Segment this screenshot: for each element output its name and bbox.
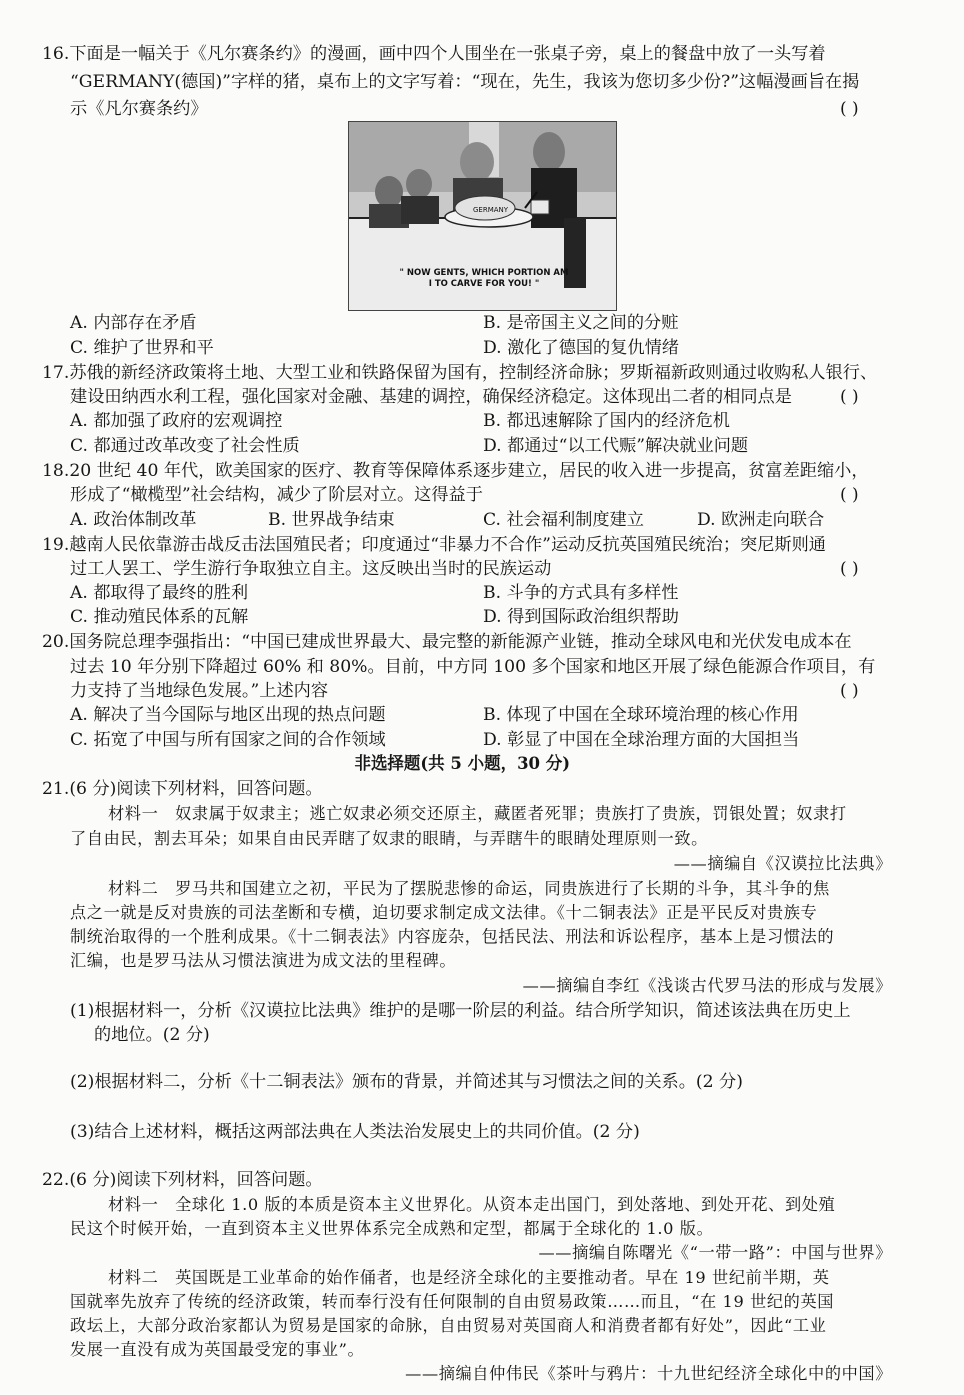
q22-material2-line1: 材料二 英国既是工业革命的始作俑者，也是经济全球化的主要推动者。早在 19 世纪前半期，英 <box>108 1268 830 1287</box>
q21-material1-line1: 材料一 奴隶属于奴隶主；逃亡奴隶必须交还原主，藏匿者死罪；贵族打了贵族，罚银处置；奴隶打 <box>108 804 847 823</box>
q18-option-d[interactable]: D. 欧洲走向联合 <box>697 510 825 530</box>
q22-material2-line4: 发展一直没有成为英国最受宠的事业”。 <box>70 1340 365 1359</box>
q16-option-d[interactable]: D. 激化了德国的复仇情绪 <box>483 338 679 358</box>
q20-option-d[interactable]: D. 彰显了中国在全球治理方面的大国担当 <box>483 730 800 750</box>
q16-option-c[interactable]: C. 维护了世界和平 <box>70 338 214 358</box>
cartoon-caption-line2: I TO CARVE FOR YOU! " <box>428 279 540 289</box>
q22-material1-line1: 材料一 全球化 1.0 版的本质是资本主义世界化。从资本走出国门，到处落地、到处开花、到处殖 <box>108 1195 836 1214</box>
cartoon-caption-line1: " NOW GENTS, WHICH PORTION AM <box>399 268 569 278</box>
q21-sub1-line2: 的地位。(2 分) <box>94 1025 210 1045</box>
q17-line1: 17.苏俄的新经济政策将土地、大型工业和铁路保留为国有，控制经济命脉；罗斯福新政则通过收购私人银行、 <box>42 363 878 383</box>
q17-option-c[interactable]: C. 都通过改革改变了社会性质 <box>70 436 300 456</box>
q22-head: 22.(6 分)阅读下列材料，回答问题。 <box>42 1170 323 1190</box>
q21-sub1-line1: (1)根据材料一，分析《汉谟拉比法典》维护的是哪一阶层的利益。结合所学知识，简述该法典在历史上 <box>70 1001 851 1021</box>
q17-option-b[interactable]: B. 都迅速解除了国内的经济危机 <box>483 411 730 431</box>
q18-option-c[interactable]: C. 社会福利制度建立 <box>483 510 644 530</box>
q22-material2-line3: 政坛上，大部分政治家都认为贸易是国家的命脉，自由贸易对英国商人和消费者都有好处”，因此“工业 <box>70 1316 827 1335</box>
q16-line2: “GERMANY(德国)”字样的猪，桌布上的文字写着：“现在，先生，我该为您切多少份?”这幅漫画旨在揭 <box>70 72 860 92</box>
q18-option-b[interactable]: B. 世界战争结束 <box>268 510 395 530</box>
q18-line1: 18.20 世纪 40 年代，欧美国家的医疗、教育等保障体系逐步建立，居民的收入进一步提高，贫富差距缩小， <box>42 461 869 481</box>
q18-option-a[interactable]: A. 政治体制改革 <box>70 510 197 530</box>
q22-material1-source: ——摘编自陈曙光《“一带一路”：中国与世界》 <box>538 1243 892 1262</box>
q17-answer-bracket: ( ) <box>840 387 859 407</box>
q20-line1: 20.国务院总理李强指出：“中国已建成世界最大、最完整的新能源产业链，推动全球风电和光伏发电成本在 <box>42 632 852 652</box>
q20-line2: 过去 10 年分别下降超过 60% 和 80%。目前，中方同 100 多个国家和地区开展了绿色能源合作项目，有 <box>70 657 876 677</box>
q22-material2-line2: 国就率先放弃了传统的经济政策，转而奉行没有任何限制的自由贸易政策……而且，“在 19 世纪的英国 <box>70 1292 835 1311</box>
q21-material1-line2: 了自由民，割去耳朵；如果自由民弄瞎了奴隶的眼睛，与弄瞎牛的眼睛处理原则一致。 <box>70 829 708 848</box>
q20-option-c[interactable]: C. 拓宽了中国与所有国家之间的合作领域 <box>70 730 386 750</box>
q22-material1-line2: 民这个时候开始，一直到资本主义世界体系完全成熟和定型，都属于全球化的 1.0 版。 <box>70 1219 714 1238</box>
q16-option-a[interactable]: A. 内部存在矛盾 <box>70 313 197 333</box>
q19-line2: 过工人罢工、学生游行争取独立自主。这反映出当时的民族运动 <box>70 559 552 579</box>
q19-option-a[interactable]: A. 都取得了最终的胜利 <box>70 583 249 603</box>
q21-sub3: (3)结合上述材料，概括这两部法典在人类法治发展史上的共同价值。(2 分) <box>70 1122 640 1142</box>
q20-option-b[interactable]: B. 体现了中国在全球环境治理的核心作用 <box>483 705 799 725</box>
q16-option-b[interactable]: B. 是帝国主义之间的分赃 <box>483 313 679 333</box>
q21-material2-source: ——摘编自李红《浅谈古代罗马法的形成与发展》 <box>522 976 892 995</box>
q19-answer-bracket: ( ) <box>840 559 859 579</box>
q18-answer-bracket: ( ) <box>840 485 859 505</box>
q17-line2: 建设田纳西水利工程，强化国家对金融、基建的调控，确保经济稳定。这体现出二者的相同点是 <box>70 387 792 407</box>
q21-material2-line2: 点之一就是反对贵族的司法垄断和专横，迫切要求制定成文法律。《十二铜表法》正是平民反对贵族专 <box>70 903 818 922</box>
q20-line3: 力支持了当地绿色发展。”上述内容 <box>70 681 329 701</box>
q17-option-a[interactable]: A. 都加强了政府的宏观调控 <box>70 411 283 431</box>
cartoon-caption <box>389 268 579 290</box>
q21-sub2: (2)根据材料二，分析《十二铜表法》颁布的背景，并简述其与习惯法之间的关系。(2 分) <box>70 1072 743 1092</box>
q20-option-a[interactable]: A. 解决了当今国际与地区出现的热点问题 <box>70 705 386 725</box>
q21-head: 21.(6 分)阅读下列材料，回答问题。 <box>42 779 323 799</box>
pig-label: GERMANY <box>473 206 509 214</box>
q21-material1-source: ——摘编自《汉谟拉比法典》 <box>673 854 892 873</box>
q17-option-d[interactable]: D. 都通过“以工代赈”解决就业问题 <box>483 436 749 456</box>
q21-material2-line4: 汇编，也是罗马法从习惯法演进为成文法的里程碑。 <box>70 951 457 970</box>
q19-option-d[interactable]: D. 得到国际政治组织帮助 <box>483 607 679 627</box>
q21-material2-line3: 制统治取得的一个胜利成果。《十二铜表法》内容庞杂，包括民法、刑法和诉讼程序，基本上是习惯法的 <box>70 927 835 946</box>
q18-line2: 形成了“橄榄型”社会结构，减少了阶层对立。这得益于 <box>70 485 483 505</box>
q20-answer-bracket: ( ) <box>840 681 859 701</box>
q21-material2-line1: 材料二 罗马共和国建立之初，平民为了摆脱悲惨的命运，同贵族进行了长期的斗争，其斗争的焦 <box>108 879 830 898</box>
section-title: 非选择题(共 5 小题，30 分) <box>354 754 571 774</box>
q19-line1: 19.越南人民依靠游击战反击法国殖民者；印度通过“非暴力不合作”运动反抗英国殖民统治；突尼斯则通 <box>42 535 826 555</box>
q16-line1: 16.下面是一幅关于《凡尔赛条约》的漫画，画中四个人围坐在一张桌子旁，桌上的餐盘中放了一头写着 <box>42 44 826 64</box>
versailles-cartoon <box>348 121 617 311</box>
q19-option-b[interactable]: B. 斗争的方式具有多样性 <box>483 583 679 603</box>
q16-line3: 示《凡尔赛条约》 <box>70 99 208 119</box>
q19-option-c[interactable]: C. 推动殖民体系的瓦解 <box>70 607 249 627</box>
q16-answer-bracket: ( ) <box>840 99 859 119</box>
q22-material2-source: ——摘编自仲伟民《茶叶与鸦片：十九世纪经济全球化中的中国》 <box>405 1364 892 1383</box>
